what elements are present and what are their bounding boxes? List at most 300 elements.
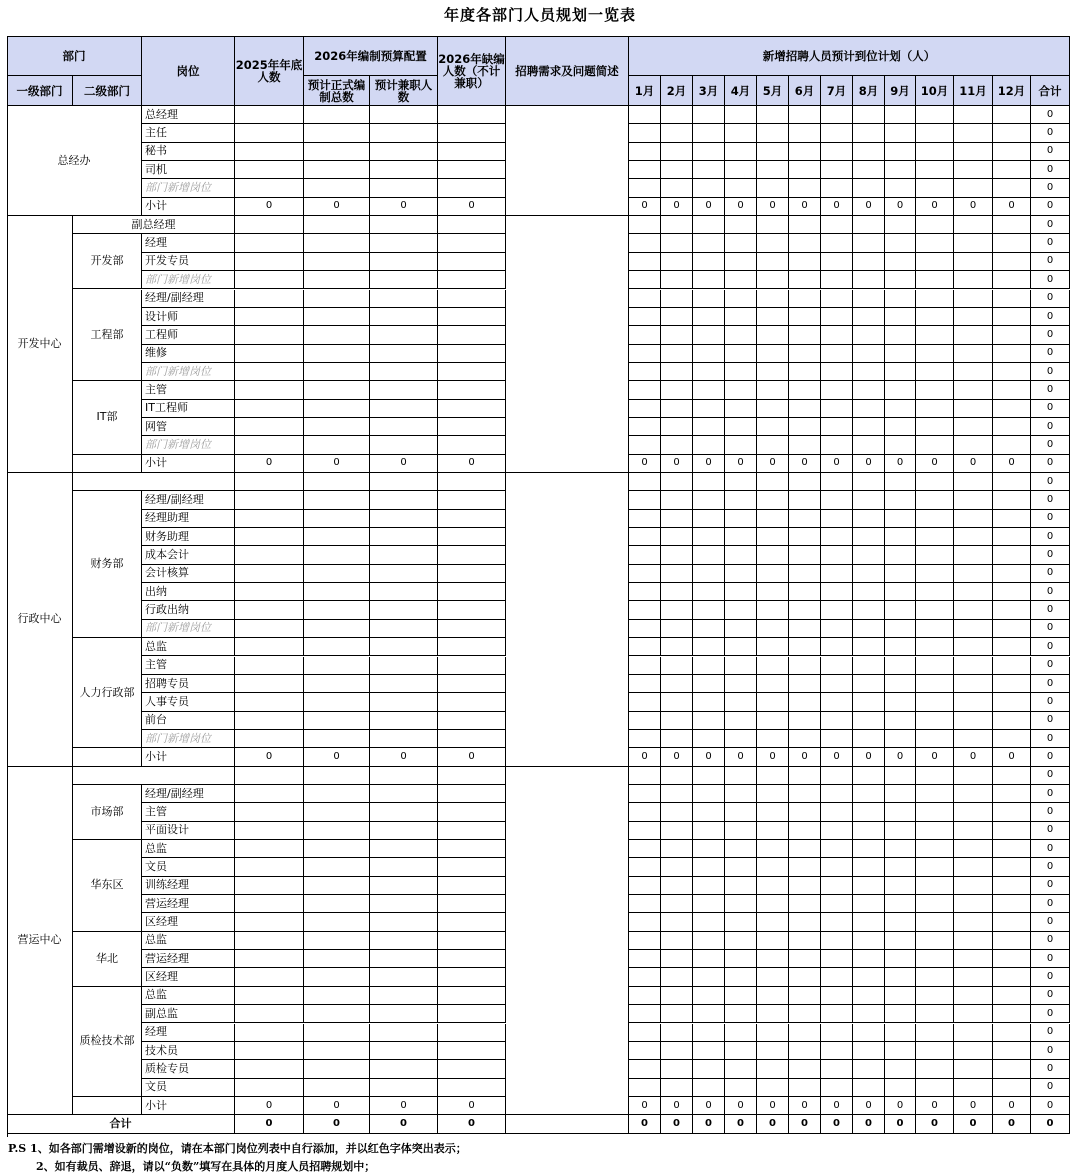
month-cell[interactable]: [789, 179, 821, 197]
month-cell[interactable]: [661, 657, 693, 675]
month-cell[interactable]: [993, 565, 1031, 583]
month-cell[interactable]: [885, 987, 916, 1005]
month-cell[interactable]: [629, 840, 661, 858]
month-cell[interactable]: [757, 234, 789, 252]
value-cell[interactable]: [438, 583, 506, 601]
value-cell[interactable]: [304, 657, 370, 675]
month-cell[interactable]: [885, 620, 916, 638]
month-cell[interactable]: [954, 363, 993, 381]
month-cell[interactable]: [821, 1024, 853, 1042]
month-cell[interactable]: [693, 712, 725, 730]
month-cell[interactable]: [661, 253, 693, 271]
month-cell[interactable]: [821, 785, 853, 803]
month-cell[interactable]: [693, 877, 725, 895]
value-cell[interactable]: [235, 381, 304, 399]
month-cell[interactable]: [853, 730, 885, 748]
month-cell[interactable]: [789, 363, 821, 381]
month-cell[interactable]: [757, 528, 789, 546]
value-cell[interactable]: [370, 363, 438, 381]
value-cell[interactable]: [438, 1060, 506, 1078]
month-cell[interactable]: [661, 712, 693, 730]
value-cell[interactable]: [235, 840, 304, 858]
value-cell[interactable]: [438, 822, 506, 840]
value-cell[interactable]: [304, 363, 370, 381]
month-cell[interactable]: [993, 693, 1031, 711]
month-cell[interactable]: [853, 106, 885, 124]
month-cell[interactable]: [916, 290, 954, 308]
month-cell[interactable]: [757, 345, 789, 363]
month-cell[interactable]: [757, 1042, 789, 1060]
value-cell[interactable]: [438, 216, 506, 234]
month-cell[interactable]: [789, 546, 821, 564]
value-cell[interactable]: [438, 400, 506, 418]
value-cell[interactable]: [438, 858, 506, 876]
value-cell[interactable]: [235, 675, 304, 693]
month-cell[interactable]: [629, 601, 661, 619]
month-cell[interactable]: [916, 363, 954, 381]
month-cell[interactable]: [661, 767, 693, 785]
month-cell[interactable]: [916, 528, 954, 546]
month-cell[interactable]: [661, 877, 693, 895]
month-cell[interactable]: [916, 712, 954, 730]
month-cell[interactable]: [789, 436, 821, 454]
month-cell[interactable]: [725, 620, 757, 638]
value-cell[interactable]: [370, 803, 438, 821]
month-cell[interactable]: [993, 950, 1031, 968]
month-cell[interactable]: [725, 675, 757, 693]
value-cell[interactable]: [438, 381, 506, 399]
month-cell[interactable]: [853, 712, 885, 730]
value-cell[interactable]: [235, 345, 304, 363]
value-cell[interactable]: [370, 583, 438, 601]
month-cell[interactable]: [693, 216, 725, 234]
month-cell[interactable]: [916, 950, 954, 968]
month-cell[interactable]: [629, 436, 661, 454]
month-cell[interactable]: [916, 620, 954, 638]
month-cell[interactable]: [821, 124, 853, 142]
month-cell[interactable]: [954, 528, 993, 546]
month-cell[interactable]: [885, 950, 916, 968]
value-cell[interactable]: [304, 161, 370, 179]
month-cell[interactable]: [885, 968, 916, 986]
month-cell[interactable]: [993, 840, 1031, 858]
value-cell[interactable]: [304, 1024, 370, 1042]
month-cell[interactable]: [725, 693, 757, 711]
month-cell[interactable]: [954, 106, 993, 124]
month-cell[interactable]: [693, 583, 725, 601]
month-cell[interactable]: [725, 968, 757, 986]
month-cell[interactable]: [853, 620, 885, 638]
month-cell[interactable]: [757, 583, 789, 601]
month-cell[interactable]: [661, 528, 693, 546]
month-cell[interactable]: [993, 785, 1031, 803]
month-cell[interactable]: [885, 712, 916, 730]
month-cell[interactable]: [789, 638, 821, 656]
month-cell[interactable]: [885, 234, 916, 252]
month-cell[interactable]: [853, 840, 885, 858]
month-cell[interactable]: [757, 601, 789, 619]
month-cell[interactable]: [789, 473, 821, 491]
month-cell[interactable]: [993, 767, 1031, 785]
month-cell[interactable]: [853, 308, 885, 326]
month-cell[interactable]: [993, 968, 1031, 986]
month-cell[interactable]: [629, 657, 661, 675]
value-cell[interactable]: [438, 712, 506, 730]
month-cell[interactable]: [757, 473, 789, 491]
value-cell[interactable]: [438, 234, 506, 252]
month-cell[interactable]: [661, 271, 693, 289]
value-cell[interactable]: [438, 730, 506, 748]
month-cell[interactable]: [725, 895, 757, 913]
month-cell[interactable]: [629, 877, 661, 895]
month-cell[interactable]: [916, 381, 954, 399]
month-cell[interactable]: [954, 583, 993, 601]
value-cell[interactable]: [438, 528, 506, 546]
month-cell[interactable]: [789, 987, 821, 1005]
month-cell[interactable]: [789, 657, 821, 675]
value-cell[interactable]: [438, 271, 506, 289]
month-cell[interactable]: [954, 381, 993, 399]
value-cell[interactable]: [370, 161, 438, 179]
month-cell[interactable]: [757, 546, 789, 564]
month-cell[interactable]: [725, 216, 757, 234]
value-cell[interactable]: [304, 1005, 370, 1023]
month-cell[interactable]: [821, 143, 853, 161]
month-cell[interactable]: [993, 124, 1031, 142]
month-cell[interactable]: [661, 987, 693, 1005]
month-cell[interactable]: [757, 895, 789, 913]
month-cell[interactable]: [916, 895, 954, 913]
month-cell[interactable]: [629, 143, 661, 161]
month-cell[interactable]: [993, 1042, 1031, 1060]
value-cell[interactable]: [304, 601, 370, 619]
month-cell[interactable]: [661, 418, 693, 436]
month-cell[interactable]: [853, 326, 885, 344]
month-cell[interactable]: [789, 1060, 821, 1078]
value-cell[interactable]: [235, 436, 304, 454]
month-cell[interactable]: [725, 913, 757, 931]
value-cell[interactable]: [438, 1079, 506, 1097]
month-cell[interactable]: [693, 308, 725, 326]
month-cell[interactable]: [954, 290, 993, 308]
value-cell[interactable]: [304, 785, 370, 803]
month-cell[interactable]: [993, 161, 1031, 179]
month-cell[interactable]: [693, 491, 725, 509]
month-cell[interactable]: [693, 418, 725, 436]
value-cell[interactable]: [438, 179, 506, 197]
month-cell[interactable]: [661, 675, 693, 693]
month-cell[interactable]: [993, 400, 1031, 418]
value-cell[interactable]: [235, 418, 304, 436]
month-cell[interactable]: [993, 1060, 1031, 1078]
month-cell[interactable]: [916, 491, 954, 509]
value-cell[interactable]: [235, 1042, 304, 1060]
value-cell[interactable]: [370, 620, 438, 638]
month-cell[interactable]: [885, 638, 916, 656]
recruit-desc-cell[interactable]: [506, 767, 629, 1116]
month-cell[interactable]: [885, 179, 916, 197]
month-cell[interactable]: [757, 106, 789, 124]
month-cell[interactable]: [693, 436, 725, 454]
month-cell[interactable]: [725, 657, 757, 675]
value-cell[interactable]: [235, 822, 304, 840]
month-cell[interactable]: [993, 326, 1031, 344]
value-cell[interactable]: [370, 565, 438, 583]
value-cell[interactable]: [370, 308, 438, 326]
month-cell[interactable]: [757, 785, 789, 803]
month-cell[interactable]: [693, 858, 725, 876]
month-cell[interactable]: [725, 179, 757, 197]
value-cell[interactable]: [235, 638, 304, 656]
month-cell[interactable]: [757, 712, 789, 730]
value-cell[interactable]: [304, 1079, 370, 1097]
value-cell[interactable]: [438, 987, 506, 1005]
month-cell[interactable]: [661, 363, 693, 381]
month-cell[interactable]: [661, 326, 693, 344]
month-cell[interactable]: [993, 143, 1031, 161]
month-cell[interactable]: [954, 179, 993, 197]
new-position-placeholder[interactable]: 部门新增岗位: [142, 179, 235, 197]
month-cell[interactable]: [725, 546, 757, 564]
month-cell[interactable]: [993, 546, 1031, 564]
month-cell[interactable]: [954, 418, 993, 436]
month-cell[interactable]: [853, 565, 885, 583]
value-cell[interactable]: [370, 271, 438, 289]
month-cell[interactable]: [757, 858, 789, 876]
month-cell[interactable]: [853, 253, 885, 271]
month-cell[interactable]: [629, 216, 661, 234]
value-cell[interactable]: [438, 638, 506, 656]
month-cell[interactable]: [693, 124, 725, 142]
value-cell[interactable]: [235, 803, 304, 821]
value-cell[interactable]: [304, 473, 370, 491]
value-cell[interactable]: [235, 1005, 304, 1023]
month-cell[interactable]: [725, 253, 757, 271]
month-cell[interactable]: [993, 913, 1031, 931]
month-cell[interactable]: [725, 1079, 757, 1097]
month-cell[interactable]: [916, 785, 954, 803]
month-cell[interactable]: [821, 767, 853, 785]
value-cell[interactable]: [304, 179, 370, 197]
value-cell[interactable]: [235, 124, 304, 142]
month-cell[interactable]: [757, 381, 789, 399]
month-cell[interactable]: [789, 381, 821, 399]
month-cell[interactable]: [789, 693, 821, 711]
month-cell[interactable]: [693, 913, 725, 931]
value-cell[interactable]: [304, 546, 370, 564]
month-cell[interactable]: [916, 161, 954, 179]
month-cell[interactable]: [693, 326, 725, 344]
value-cell[interactable]: [304, 895, 370, 913]
month-cell[interactable]: [661, 400, 693, 418]
value-cell[interactable]: [438, 565, 506, 583]
month-cell[interactable]: [885, 657, 916, 675]
month-cell[interactable]: [885, 601, 916, 619]
month-cell[interactable]: [885, 473, 916, 491]
month-cell[interactable]: [821, 216, 853, 234]
value-cell[interactable]: [304, 583, 370, 601]
month-cell[interactable]: [853, 932, 885, 950]
month-cell[interactable]: [661, 473, 693, 491]
month-cell[interactable]: [693, 803, 725, 821]
month-cell[interactable]: [693, 657, 725, 675]
month-cell[interactable]: [993, 381, 1031, 399]
month-cell[interactable]: [661, 436, 693, 454]
month-cell[interactable]: [789, 345, 821, 363]
month-cell[interactable]: [789, 253, 821, 271]
value-cell[interactable]: [235, 326, 304, 344]
month-cell[interactable]: [954, 913, 993, 931]
month-cell[interactable]: [821, 987, 853, 1005]
month-cell[interactable]: [916, 546, 954, 564]
month-cell[interactable]: [853, 968, 885, 986]
month-cell[interactable]: [629, 1024, 661, 1042]
value-cell[interactable]: [370, 546, 438, 564]
value-cell[interactable]: [370, 785, 438, 803]
month-cell[interactable]: [821, 950, 853, 968]
month-cell[interactable]: [661, 491, 693, 509]
month-cell[interactable]: [885, 161, 916, 179]
month-cell[interactable]: [757, 161, 789, 179]
month-cell[interactable]: [885, 877, 916, 895]
value-cell[interactable]: [235, 491, 304, 509]
month-cell[interactable]: [916, 657, 954, 675]
month-cell[interactable]: [693, 1042, 725, 1060]
month-cell[interactable]: [661, 913, 693, 931]
value-cell[interactable]: [304, 932, 370, 950]
month-cell[interactable]: [993, 253, 1031, 271]
month-cell[interactable]: [725, 987, 757, 1005]
month-cell[interactable]: [954, 234, 993, 252]
value-cell[interactable]: [304, 510, 370, 528]
month-cell[interactable]: [821, 840, 853, 858]
value-cell[interactable]: [370, 418, 438, 436]
month-cell[interactable]: [916, 565, 954, 583]
month-cell[interactable]: [916, 418, 954, 436]
month-cell[interactable]: [993, 601, 1031, 619]
month-cell[interactable]: [629, 271, 661, 289]
month-cell[interactable]: [954, 730, 993, 748]
value-cell[interactable]: [438, 913, 506, 931]
month-cell[interactable]: [821, 565, 853, 583]
month-cell[interactable]: [789, 785, 821, 803]
value-cell[interactable]: [304, 693, 370, 711]
month-cell[interactable]: [821, 179, 853, 197]
month-cell[interactable]: [993, 216, 1031, 234]
value-cell[interactable]: [235, 968, 304, 986]
month-cell[interactable]: [661, 785, 693, 803]
value-cell[interactable]: [304, 124, 370, 142]
month-cell[interactable]: [954, 216, 993, 234]
month-cell[interactable]: [629, 473, 661, 491]
month-cell[interactable]: [725, 1042, 757, 1060]
month-cell[interactable]: [693, 473, 725, 491]
month-cell[interactable]: [629, 179, 661, 197]
month-cell[interactable]: [629, 345, 661, 363]
month-cell[interactable]: [853, 1042, 885, 1060]
month-cell[interactable]: [757, 271, 789, 289]
month-cell[interactable]: [661, 840, 693, 858]
month-cell[interactable]: [954, 1024, 993, 1042]
month-cell[interactable]: [954, 693, 993, 711]
month-cell[interactable]: [916, 675, 954, 693]
month-cell[interactable]: [693, 1005, 725, 1023]
month-cell[interactable]: [725, 1060, 757, 1078]
month-cell[interactable]: [693, 546, 725, 564]
month-cell[interactable]: [693, 363, 725, 381]
month-cell[interactable]: [629, 767, 661, 785]
value-cell[interactable]: [438, 363, 506, 381]
month-cell[interactable]: [885, 363, 916, 381]
month-cell[interactable]: [853, 987, 885, 1005]
month-cell[interactable]: [629, 510, 661, 528]
month-cell[interactable]: [853, 345, 885, 363]
month-cell[interactable]: [757, 620, 789, 638]
value-cell[interactable]: [235, 565, 304, 583]
month-cell[interactable]: [725, 143, 757, 161]
month-cell[interactable]: [821, 730, 853, 748]
month-cell[interactable]: [661, 381, 693, 399]
month-cell[interactable]: [757, 877, 789, 895]
month-cell[interactable]: [725, 950, 757, 968]
month-cell[interactable]: [853, 234, 885, 252]
value-cell[interactable]: [235, 271, 304, 289]
month-cell[interactable]: [757, 1005, 789, 1023]
month-cell[interactable]: [629, 546, 661, 564]
value-cell[interactable]: [438, 106, 506, 124]
month-cell[interactable]: [885, 216, 916, 234]
month-cell[interactable]: [916, 106, 954, 124]
month-cell[interactable]: [885, 1060, 916, 1078]
month-cell[interactable]: [725, 767, 757, 785]
month-cell[interactable]: [916, 601, 954, 619]
month-cell[interactable]: [693, 968, 725, 986]
month-cell[interactable]: [916, 179, 954, 197]
month-cell[interactable]: [693, 822, 725, 840]
month-cell[interactable]: [821, 271, 853, 289]
value-cell[interactable]: [235, 308, 304, 326]
value-cell[interactable]: [438, 803, 506, 821]
month-cell[interactable]: [661, 124, 693, 142]
month-cell[interactable]: [693, 767, 725, 785]
month-cell[interactable]: [757, 1024, 789, 1042]
month-cell[interactable]: [725, 436, 757, 454]
month-cell[interactable]: [789, 767, 821, 785]
value-cell[interactable]: [438, 693, 506, 711]
month-cell[interactable]: [725, 400, 757, 418]
month-cell[interactable]: [853, 510, 885, 528]
month-cell[interactable]: [821, 675, 853, 693]
month-cell[interactable]: [725, 234, 757, 252]
month-cell[interactable]: [661, 601, 693, 619]
value-cell[interactable]: [370, 767, 438, 785]
month-cell[interactable]: [757, 950, 789, 968]
month-cell[interactable]: [789, 124, 821, 142]
month-cell[interactable]: [629, 638, 661, 656]
month-cell[interactable]: [993, 730, 1031, 748]
month-cell[interactable]: [661, 638, 693, 656]
month-cell[interactable]: [885, 124, 916, 142]
value-cell[interactable]: [370, 253, 438, 271]
month-cell[interactable]: [661, 932, 693, 950]
month-cell[interactable]: [993, 418, 1031, 436]
month-cell[interactable]: [853, 400, 885, 418]
month-cell[interactable]: [629, 1060, 661, 1078]
month-cell[interactable]: [821, 436, 853, 454]
month-cell[interactable]: [725, 638, 757, 656]
value-cell[interactable]: [304, 436, 370, 454]
month-cell[interactable]: [993, 1005, 1031, 1023]
